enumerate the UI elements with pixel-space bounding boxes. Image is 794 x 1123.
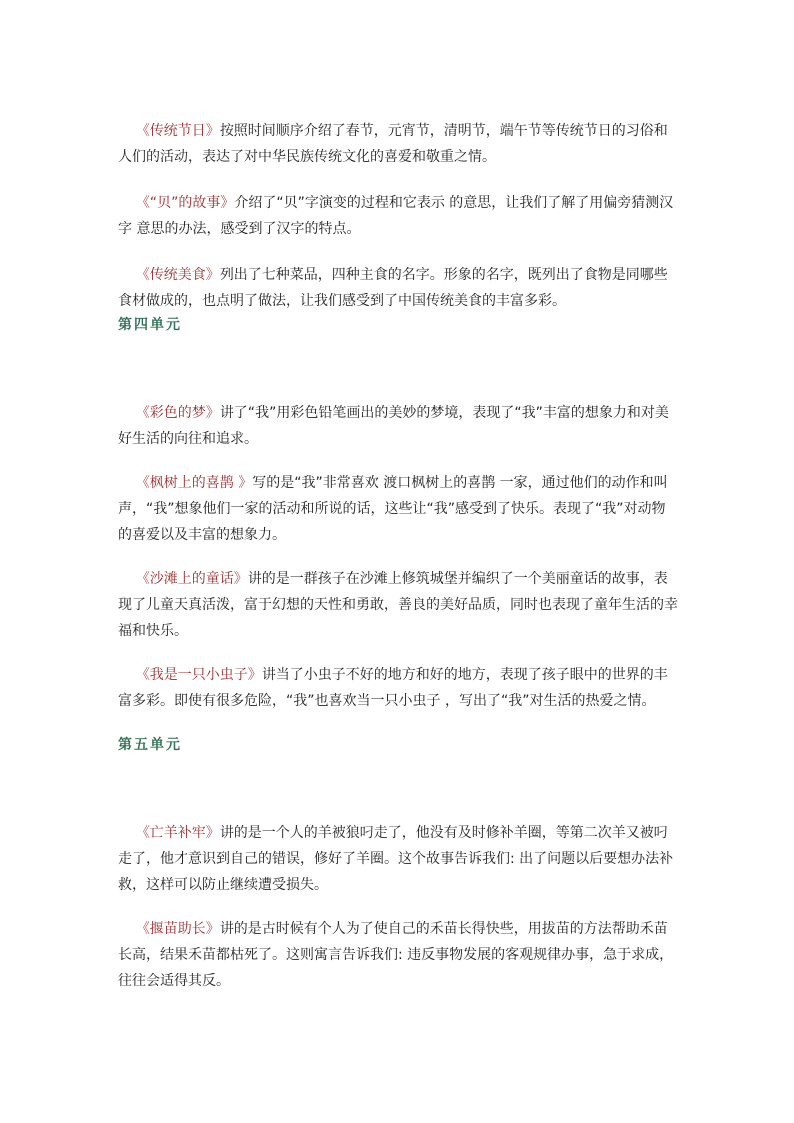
unit5-heading: 第五单元 [118,737,182,753]
unit4-heading: 第四单元 [118,317,182,333]
entry-text: 讲当了小虫子不好的地方和好的地方，表现了孩子眼中的世界的丰富多彩。即使有很多危险，“我”也喜欢当一只小虫子 ，写出了“我”对生活的热爱之情。 [118,667,668,709]
entry-text: 列出了七种菜品，四种主食的名字。形象的名字，既列出了食物是同哪些食材做成的，也点明了做法，让我们感受到了中国传统美食的丰富多彩。 [118,267,668,309]
entry-title: 《沙滩上的童话》 [135,571,248,587]
entry-title: 《传统节日》 [135,123,220,139]
entry-text: 讲的是古时候有个人为了使自己的禾苗长得快些，用拔苗的方法帮助禾苗长高，结果禾苗都枯死了。这则寓言告诉我们: 违反事物发展的客观规律办事，急于求成，往往会适得其反。 [118,921,674,989]
entry-text: 讲的是一个人的羊被狼叼走了，他没有及时修补羊圈，等第二次羊又被叼走了，他才意识到自己的错误，修好了羊圈。这个故事告诉我们: 出了问题以后要想办法补救，这样可以防止继续遭受损失。 [118,825,674,893]
entry-title: 《亡羊补牢》 [135,825,220,841]
entry-text: 写的是“我”非常喜欢 渡口枫树上的喜鹊 一家，通过他们的动作和叫声，“我”想象他们一家的活动和所说的话，这些让“我”感受到了快乐。表现了“我”对动物的喜爱以及丰富的想象力。 [118,475,668,543]
entry-title: 《揠苗助长》 [135,921,220,937]
entry-text: 讲的是一群孩子在沙滩上修筑城堡并编织了一个美丽童话的故事，表现了儿童天真活泼，富于幻想的天性和勇敢，善良的美好品质，同时也表现了童年生活的幸福和快乐。 [118,571,678,639]
entry-title: 《枫树上的喜鹊 》 [135,475,253,491]
entry-text: 讲了“我”用彩色铅笔画出的美妙的梦境，表现了“我”丰富的想象力和对美好生活的向往和追求。 [118,405,669,447]
entry-traditional-food [118,236,678,340]
entry-title: 《传统美食》 [135,267,220,283]
entry-text: 介绍了“贝”字演变的过程和它表示 的意思，让我们了解了用偏旁猜测汉字 意思的办法，感受到了汉字的特点。 [118,195,674,237]
entry-title: 《彩色的梦》 [135,405,220,421]
entry-title: 《我是一只小虫子》 [135,667,262,683]
entry-little-bug [118,636,678,740]
entry-text: 按照时间顺序介绍了春节，元宵节，清明节，端午节等传统节日的习俗和人们的活动，表达了对中华民族传统文化的喜爱和敬重之情。 [118,123,668,165]
entry-pull-seedlings [118,890,678,1020]
entry-title: 《“贝”的故事》 [135,195,235,211]
